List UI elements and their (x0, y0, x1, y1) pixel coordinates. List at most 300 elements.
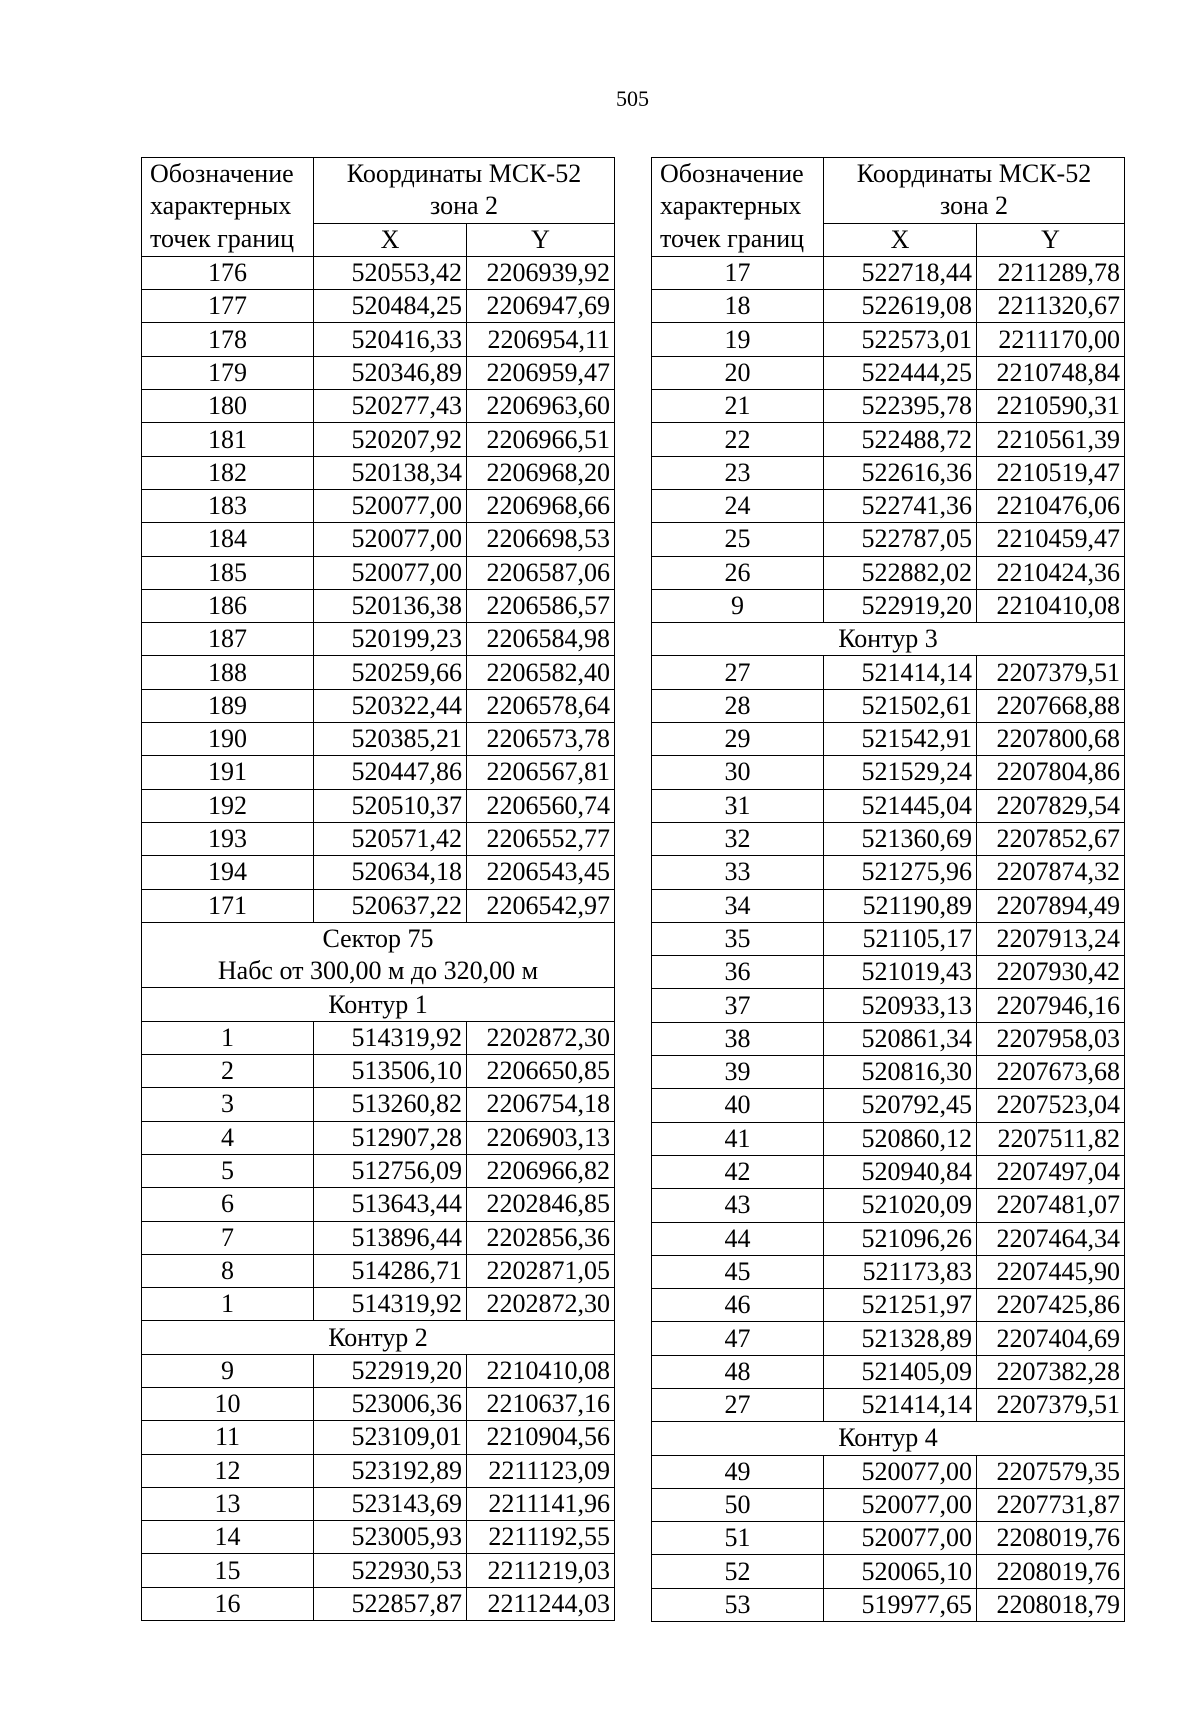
x-cell: 521275,96 (824, 856, 977, 889)
x-cell: 520416,33 (314, 323, 467, 356)
designation-line: Обозначение (660, 159, 804, 188)
point-cell: 181 (142, 423, 314, 456)
y-cell: 2206903,13 (467, 1121, 615, 1154)
point-cell: 1 (142, 1021, 314, 1054)
point-cell: 25 (652, 523, 824, 556)
y-cell: 2206586,57 (467, 589, 615, 622)
point-cell: 1 (142, 1288, 314, 1321)
x-cell: 512907,28 (314, 1121, 467, 1154)
point-cell: 35 (652, 922, 824, 955)
point-cell: 13 (142, 1487, 314, 1520)
table-row (652, 789, 1125, 822)
x-cell: 522616,36 (824, 456, 977, 489)
table-row (652, 1022, 1125, 1055)
point-cell: 2 (142, 1055, 314, 1088)
x-cell: 520199,23 (314, 623, 467, 656)
table-row (652, 689, 1125, 722)
y-cell: 2206552,77 (467, 822, 615, 855)
sector-row (142, 955, 615, 988)
point-cell: 30 (652, 756, 824, 789)
y-cell: 2211320,67 (977, 290, 1125, 323)
point-cell: 33 (652, 856, 824, 889)
y-cell: 2206542,97 (467, 889, 615, 922)
table-row (142, 1521, 615, 1554)
x-cell: 520259,66 (314, 656, 467, 689)
x-cell: 520940,84 (824, 1155, 977, 1188)
table-row (142, 323, 615, 356)
section-row (652, 1422, 1125, 1455)
x-cell: 521529,24 (824, 756, 977, 789)
y-cell: 2207425,86 (977, 1289, 1125, 1322)
point-cell: 3 (142, 1088, 314, 1121)
table-row (142, 1387, 615, 1420)
contour-label: Контур 2 (142, 1321, 615, 1354)
x-cell: 522919,20 (314, 1354, 467, 1387)
table-row (142, 756, 615, 789)
table-row (652, 1155, 1125, 1188)
x-cell: 520136,38 (314, 589, 467, 622)
x-cell: 521019,43 (824, 956, 977, 989)
y-cell: 2211219,03 (467, 1554, 615, 1587)
table-row (652, 756, 1125, 789)
x-cell: 521251,97 (824, 1289, 977, 1322)
point-cell: 28 (652, 689, 824, 722)
designation-header (652, 158, 824, 257)
table-row (652, 1122, 1125, 1155)
x-cell: 520207,92 (314, 423, 467, 456)
table-row (142, 456, 615, 489)
y-cell: 2210748,84 (977, 356, 1125, 389)
table-row (142, 1587, 615, 1620)
x-cell: 514319,92 (314, 1021, 467, 1054)
x-cell: 521405,09 (824, 1355, 977, 1388)
table-row (142, 1021, 615, 1054)
x-cell: 512756,09 (314, 1154, 467, 1187)
x-cell: 522787,05 (824, 523, 977, 556)
y-cell: 2210904,56 (467, 1421, 615, 1454)
point-cell: 18 (652, 290, 824, 323)
x-cell: 522573,01 (824, 323, 977, 356)
table-row (652, 922, 1125, 955)
table-header (652, 158, 1125, 257)
x-column-header: X (314, 223, 467, 256)
y-cell: 2211170,00 (977, 323, 1125, 356)
x-column-header: X (824, 223, 977, 256)
sector-elevation: Набс от 300,00 м до 320,00 м (142, 955, 615, 988)
table-row (142, 789, 615, 822)
point-cell: 183 (142, 489, 314, 522)
x-cell: 521502,61 (824, 689, 977, 722)
table-row (652, 1588, 1125, 1621)
y-cell: 2207852,67 (977, 822, 1125, 855)
table-row (142, 856, 615, 889)
x-cell: 520510,37 (314, 789, 467, 822)
y-cell: 2210476,06 (977, 489, 1125, 522)
x-cell: 523005,93 (314, 1521, 467, 1554)
x-cell: 523143,69 (314, 1487, 467, 1520)
y-cell: 2210410,08 (467, 1354, 615, 1387)
table-row (652, 423, 1125, 456)
x-cell: 520077,00 (314, 489, 467, 522)
y-cell: 2207829,54 (977, 789, 1125, 822)
sector-row (142, 922, 615, 955)
y-cell: 2207894,49 (977, 889, 1125, 922)
coords-title-line: Координаты МСК-52 (346, 159, 582, 188)
point-cell: 19 (652, 323, 824, 356)
table-row (142, 589, 615, 622)
x-cell: 520077,00 (314, 523, 467, 556)
y-cell: 2202872,30 (467, 1288, 615, 1321)
x-cell: 519977,65 (824, 1588, 977, 1621)
point-cell: 190 (142, 723, 314, 756)
x-cell: 523006,36 (314, 1387, 467, 1420)
point-cell: 40 (652, 1089, 824, 1122)
table-row (142, 256, 615, 289)
table-row (652, 1488, 1125, 1521)
y-cell: 2206698,53 (467, 523, 615, 556)
y-cell: 2207382,28 (977, 1355, 1125, 1388)
y-cell: 2202872,30 (467, 1021, 615, 1054)
y-cell: 2207958,03 (977, 1022, 1125, 1055)
table-row (652, 1522, 1125, 1555)
point-cell: 6 (142, 1188, 314, 1221)
y-cell: 2206543,45 (467, 856, 615, 889)
x-cell: 521096,26 (824, 1222, 977, 1255)
section-row (142, 988, 615, 1021)
table-row (652, 1189, 1125, 1222)
x-cell: 520346,89 (314, 356, 467, 389)
point-cell: 184 (142, 523, 314, 556)
point-cell: 45 (652, 1255, 824, 1288)
y-cell: 2202856,36 (467, 1221, 615, 1254)
table-row (142, 822, 615, 855)
y-cell: 2208018,79 (977, 1588, 1125, 1621)
x-cell: 521020,09 (824, 1189, 977, 1222)
x-cell: 522444,25 (824, 356, 977, 389)
table-row (652, 1455, 1125, 1488)
sector-title: Сектор 75 (142, 922, 615, 955)
y-cell: 2206954,11 (467, 323, 615, 356)
y-cell: 2208019,76 (977, 1522, 1125, 1555)
x-cell: 521190,89 (824, 889, 977, 922)
x-cell: 520571,42 (314, 822, 467, 855)
x-cell: 513643,44 (314, 1188, 467, 1221)
point-cell: 20 (652, 356, 824, 389)
x-cell: 520933,13 (824, 989, 977, 1022)
y-cell: 2207481,07 (977, 1189, 1125, 1222)
x-cell: 520385,21 (314, 723, 467, 756)
x-cell: 520065,10 (824, 1555, 977, 1588)
y-cell: 2206966,51 (467, 423, 615, 456)
y-cell: 2202871,05 (467, 1254, 615, 1287)
x-cell: 513260,82 (314, 1088, 467, 1121)
x-cell: 521414,14 (824, 1388, 977, 1421)
x-cell: 520792,45 (824, 1089, 977, 1122)
x-cell: 521328,89 (824, 1322, 977, 1355)
point-cell: 189 (142, 689, 314, 722)
table-row (652, 556, 1125, 589)
point-cell: 48 (652, 1355, 824, 1388)
table-row (652, 356, 1125, 389)
table-row (652, 989, 1125, 1022)
coords-header (314, 158, 615, 224)
point-cell: 49 (652, 1455, 824, 1488)
table-row (652, 523, 1125, 556)
x-cell: 521105,17 (824, 922, 977, 955)
y-cell: 2206567,81 (467, 756, 615, 789)
table-row (142, 489, 615, 522)
x-cell: 520637,22 (314, 889, 467, 922)
table-row (652, 589, 1125, 622)
x-cell: 522930,53 (314, 1554, 467, 1587)
table-row (142, 523, 615, 556)
point-cell: 5 (142, 1154, 314, 1187)
table-row (652, 1322, 1125, 1355)
point-cell: 9 (652, 589, 824, 622)
y-cell: 2206963,60 (467, 390, 615, 423)
point-cell: 12 (142, 1454, 314, 1487)
table-row (142, 1154, 615, 1187)
coordinates-table-right (651, 157, 1125, 1622)
point-cell: 27 (652, 1388, 824, 1421)
point-cell: 16 (142, 1587, 314, 1620)
point-cell: 43 (652, 1189, 824, 1222)
y-cell: 2206584,98 (467, 623, 615, 656)
point-cell: 38 (652, 1022, 824, 1055)
table-row (652, 1555, 1125, 1588)
x-cell: 520860,12 (824, 1122, 977, 1155)
table-row (142, 1121, 615, 1154)
y-cell: 2207673,68 (977, 1056, 1125, 1089)
table-row (142, 1354, 615, 1387)
table-row (142, 689, 615, 722)
table-row (142, 1188, 615, 1221)
table-row (142, 1055, 615, 1088)
y-cell: 2207404,69 (977, 1322, 1125, 1355)
x-cell: 514286,71 (314, 1254, 467, 1287)
x-cell: 520634,18 (314, 856, 467, 889)
x-cell: 520077,00 (314, 556, 467, 589)
designation-line: характерных (150, 191, 292, 221)
point-cell: 182 (142, 456, 314, 489)
table-row (142, 1554, 615, 1587)
y-cell: 2207668,88 (977, 689, 1125, 722)
x-cell: 513896,44 (314, 1221, 467, 1254)
y-cell: 2207497,04 (977, 1155, 1125, 1188)
point-cell: 32 (652, 822, 824, 855)
point-cell: 186 (142, 589, 314, 622)
point-cell: 15 (142, 1554, 314, 1587)
y-cell: 2210590,31 (977, 390, 1125, 423)
point-cell: 27 (652, 656, 824, 689)
y-cell: 2207804,86 (977, 756, 1125, 789)
table-row (142, 1088, 615, 1121)
designation-line: точек границ (660, 223, 805, 253)
table-row (652, 1289, 1125, 1322)
table-body (142, 256, 615, 1620)
table-row (652, 1056, 1125, 1089)
table-row (652, 1355, 1125, 1388)
table-row (142, 656, 615, 689)
y-cell: 2207579,35 (977, 1455, 1125, 1488)
x-cell: 520484,25 (314, 290, 467, 323)
table-row (142, 889, 615, 922)
point-cell: 7 (142, 1221, 314, 1254)
y-cell: 2207913,24 (977, 922, 1125, 955)
y-cell: 2206968,20 (467, 456, 615, 489)
table-row (652, 656, 1125, 689)
y-cell: 2210424,36 (977, 556, 1125, 589)
point-cell: 36 (652, 956, 824, 989)
y-cell: 2206968,66 (467, 489, 615, 522)
contour-label: Контур 4 (652, 1422, 1125, 1455)
table-row (142, 1487, 615, 1520)
point-cell: 50 (652, 1488, 824, 1521)
coords-title-line: Координаты МСК-52 (856, 159, 1092, 188)
y-cell: 2210561,39 (977, 423, 1125, 456)
table-row (652, 489, 1125, 522)
x-cell: 523192,89 (314, 1454, 467, 1487)
x-cell: 513506,10 (314, 1055, 467, 1088)
table-row (652, 290, 1125, 323)
x-cell: 520322,44 (314, 689, 467, 722)
x-cell: 520553,42 (314, 256, 467, 289)
x-cell: 521445,04 (824, 789, 977, 822)
y-cell: 2206754,18 (467, 1088, 615, 1121)
table-row (652, 256, 1125, 289)
designation-header (142, 158, 314, 257)
table-row (652, 889, 1125, 922)
table-row (142, 1288, 615, 1321)
table-row (142, 723, 615, 756)
point-cell: 23 (652, 456, 824, 489)
point-cell: 41 (652, 1122, 824, 1155)
y-cell: 2211141,96 (467, 1487, 615, 1520)
point-cell: 177 (142, 290, 314, 323)
y-cell: 2206587,06 (467, 556, 615, 589)
point-cell: 10 (142, 1387, 314, 1420)
x-cell: 522741,36 (824, 489, 977, 522)
point-cell: 17 (652, 256, 824, 289)
point-cell: 191 (142, 756, 314, 789)
y-cell: 2207874,32 (977, 856, 1125, 889)
x-cell: 520077,00 (824, 1488, 977, 1521)
x-cell: 520816,30 (824, 1056, 977, 1089)
point-cell: 11 (142, 1421, 314, 1454)
y-column-header: Y (977, 223, 1125, 256)
y-cell: 2207464,34 (977, 1222, 1125, 1255)
y-cell: 2206582,40 (467, 656, 615, 689)
x-cell: 520138,34 (314, 456, 467, 489)
x-cell: 521360,69 (824, 822, 977, 855)
coords-header (824, 158, 1125, 224)
point-cell: 46 (652, 1289, 824, 1322)
point-cell: 51 (652, 1522, 824, 1555)
point-cell: 8 (142, 1254, 314, 1287)
designation-line: характерных (660, 191, 802, 221)
point-cell: 31 (652, 789, 824, 822)
x-cell: 522718,44 (824, 256, 977, 289)
x-cell: 521542,91 (824, 723, 977, 756)
table-row (652, 822, 1125, 855)
x-cell: 522919,20 (824, 589, 977, 622)
designation-line: Обозначение (150, 159, 294, 188)
table-row (142, 390, 615, 423)
point-cell: 37 (652, 989, 824, 1022)
section-row (142, 1321, 615, 1354)
point-cell: 178 (142, 323, 314, 356)
point-cell: 185 (142, 556, 314, 589)
table-row (142, 423, 615, 456)
point-cell: 171 (142, 889, 314, 922)
y-cell: 2202846,85 (467, 1188, 615, 1221)
point-cell: 52 (652, 1555, 824, 1588)
table-row (652, 390, 1125, 423)
y-cell: 2206573,78 (467, 723, 615, 756)
point-cell: 44 (652, 1222, 824, 1255)
y-cell: 2206939,92 (467, 256, 615, 289)
x-cell: 523109,01 (314, 1421, 467, 1454)
y-cell: 2206966,82 (467, 1154, 615, 1187)
table-row (142, 556, 615, 589)
point-cell: 22 (652, 423, 824, 456)
point-cell: 194 (142, 856, 314, 889)
table-header (142, 158, 615, 257)
table-row (142, 1221, 615, 1254)
contour-label: Контур 3 (652, 623, 1125, 656)
coords-title-line: зона 2 (939, 191, 1009, 221)
table-row (652, 856, 1125, 889)
y-cell: 2207511,82 (977, 1122, 1125, 1155)
y-cell: 2206947,69 (467, 290, 615, 323)
x-cell: 521173,83 (824, 1255, 977, 1288)
point-cell: 176 (142, 256, 314, 289)
y-cell: 2206959,47 (467, 356, 615, 389)
point-cell: 42 (652, 1155, 824, 1188)
point-cell: 47 (652, 1322, 824, 1355)
y-cell: 2207946,16 (977, 989, 1125, 1022)
point-cell: 24 (652, 489, 824, 522)
table-row (142, 1421, 615, 1454)
y-cell: 2210410,08 (977, 589, 1125, 622)
point-cell: 180 (142, 390, 314, 423)
table-row (142, 290, 615, 323)
x-cell: 520077,00 (824, 1455, 977, 1488)
table-row (652, 1255, 1125, 1288)
y-cell: 2210519,47 (977, 456, 1125, 489)
y-cell: 2210459,47 (977, 523, 1125, 556)
point-cell: 188 (142, 656, 314, 689)
x-cell: 522395,78 (824, 390, 977, 423)
point-cell: 9 (142, 1354, 314, 1387)
table-row (652, 456, 1125, 489)
y-cell: 2207379,51 (977, 1388, 1125, 1421)
table-row (142, 1454, 615, 1487)
table-row (652, 1388, 1125, 1421)
point-cell: 29 (652, 723, 824, 756)
point-cell: 34 (652, 889, 824, 922)
point-cell: 14 (142, 1521, 314, 1554)
point-cell: 39 (652, 1056, 824, 1089)
table-row (652, 723, 1125, 756)
y-cell: 2211244,03 (467, 1587, 615, 1620)
point-cell: 4 (142, 1121, 314, 1154)
y-cell: 2211289,78 (977, 256, 1125, 289)
section-row (652, 623, 1125, 656)
table-body (652, 256, 1125, 1621)
table-row (652, 1089, 1125, 1122)
designation-line: точек границ (150, 223, 295, 253)
